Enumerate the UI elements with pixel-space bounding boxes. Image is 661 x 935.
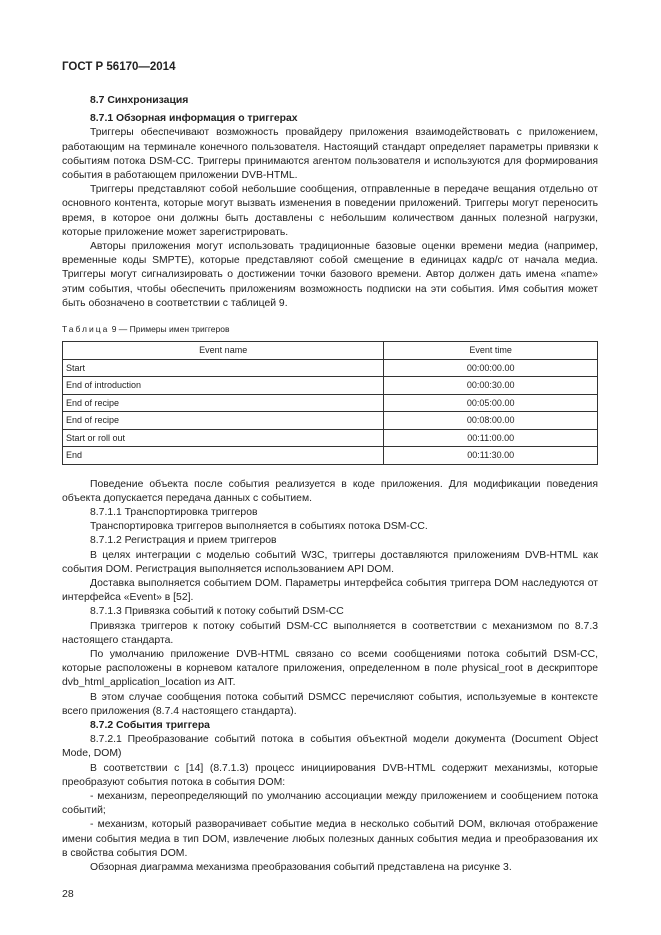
trigger-names-table xyxy=(62,341,598,465)
paragraph: Авторы приложения могут использовать традиционные базовые оценки времени медиа (например, временные коды SMPTE), которые представляют собой смещение в единицах кадр/с от начала медиа. Триггеры могут сигнализировать о достижении точки базового времени. Автор должен дать имена «name» этим события, чтобы обеспечить приложениям возможность подписки на эти события. Имя события может быть обозначено в соответствии с таблицей 9. xyxy=(62,241,598,309)
paragraph: В целях интеграции с моделью событий W3C, триггеры доставляются приложениям DVB-HTML как события DOM. Регистрация выполняется использованием API DOM. xyxy=(62,549,598,575)
list-item: - механизм, переопределяющий по умолчанию ассоциации между приложением и сообщением потока событий; xyxy=(62,791,598,817)
table-row xyxy=(63,447,598,465)
table-row xyxy=(63,429,598,447)
subsection-heading: 8.7.2 События триггера xyxy=(90,720,210,731)
subsection-heading: 8.7.1.2 Регистрация и прием триггеров xyxy=(90,535,277,547)
event-time-cell: 00:00:00.00 xyxy=(384,359,598,377)
paragraph: Обзорная диаграмма механизма преобразования событий представлена на рисунке 3. xyxy=(90,862,512,874)
table-row xyxy=(63,412,598,430)
section-heading: 8.7 Синхронизация xyxy=(90,95,189,106)
paragraph: 8.7.2.1 Преобразование событий потока в события объектной модели документа (Document Object Mode, DOM) xyxy=(62,734,598,760)
table-row xyxy=(63,359,598,377)
paragraph: В соответствии с [14] (8.7.1.3) процесс инициирования DVB-HTML содержит механизмы, которые преобразуют события потока в события DOM: xyxy=(62,762,598,788)
paragraph: В этом случае сообщения потока событий DSMCC перечисляют события, используемые в контексте всего приложения (8.7.4 настоящего стандарта). xyxy=(62,691,598,717)
event-name-cell: Start xyxy=(63,359,384,377)
paragraph: Доставка выполняется событием DOM. Параметры интерфейса события триггера DOM наследуются от интерфейса «Event» в [52]. xyxy=(62,577,598,604)
paragraph: По умолчанию приложение DVB-HTML связано со всеми сообщениями потока событий DSM-CC, которые расположены в корневом каталоге приложения, определенном в поле physical_root в дескрипторе dvb_html_application_location из AIT. xyxy=(62,648,598,689)
event-time-cell: 00:08:00.00 xyxy=(384,412,598,430)
event-time-cell: 00:11:00.00 xyxy=(384,429,598,447)
page-body xyxy=(62,94,598,875)
event-name-cell: End of introduction xyxy=(63,377,384,395)
event-name-cell: End xyxy=(63,447,384,465)
event-name-cell: End of recipe xyxy=(63,394,384,412)
caption-text: 9 — Примеры имен триггеров xyxy=(111,324,230,335)
caption-label: Таблица xyxy=(62,324,110,335)
column-header: Event name xyxy=(63,342,384,360)
subsection-heading: 8.7.1.3 Привязка событий к потоку событий DSM-CC xyxy=(90,606,344,618)
list-item: - механизм, который разворачивает событие медиа в несколько событий DOM, включая отображение имени события медиа в тип DOM, извлечение любых полезных данных события медиа и преобразования их в свойства события DOM. xyxy=(62,819,598,859)
paragraph: Поведение объекта после события реализуется в коде приложения. Для модификации поведения объекта допускается передача данных с событием. xyxy=(62,478,598,504)
event-time-cell: 00:00:30.00 xyxy=(384,377,598,395)
table-row xyxy=(63,394,598,412)
subsection-heading: 8.7.1 Обзорная информация о триггерах xyxy=(90,113,298,125)
event-name-cell: Start or roll out xyxy=(63,429,384,447)
paragraph: Транспортировка триггеров выполняется в событиях потока DSM-CC. xyxy=(90,521,428,533)
paragraph: Привязка триггеров к потоку событий DSM-CC выполняется в соответствии с механизмом по 8.7.3 настоящего стандарта. xyxy=(62,620,598,646)
event-time-cell: 00:05:00.00 xyxy=(384,394,598,412)
subsection-heading: 8.7.1.1 Транспортировка триггеров xyxy=(90,506,258,518)
page-number: 28 xyxy=(62,888,74,901)
paragraph: Триггеры представляют собой небольшие сообщения, отправленные в передаче вещания отдельно от основного контента, которые могут вызвать изменения в поведении приложений. Триггеры могут переносить время, в которое они должны быть доставлены с небольшим количеством данных полезной нагрузки, которые приложение может зарегистрировать. xyxy=(62,184,598,238)
event-name-cell: End of recipe xyxy=(63,412,384,430)
paragraph: Триггеры обеспечивают возможность провайдеру приложения взаимодействовать с приложением, работающим на терминале конечного пользователя. Настоящий стандарт определяет параметры привязки к событиям потока DSM-CC. Триггеры принимаются агентом пользователя и используются для формирования события в работающем приложении DVB-HTML. xyxy=(62,127,598,182)
event-time-cell: 00:11:30.00 xyxy=(384,447,598,465)
table-row xyxy=(63,377,598,395)
table-caption xyxy=(62,323,598,335)
column-header: Event time xyxy=(384,342,598,360)
document-header: ГОСТ Р 56170—2014 xyxy=(62,61,176,73)
